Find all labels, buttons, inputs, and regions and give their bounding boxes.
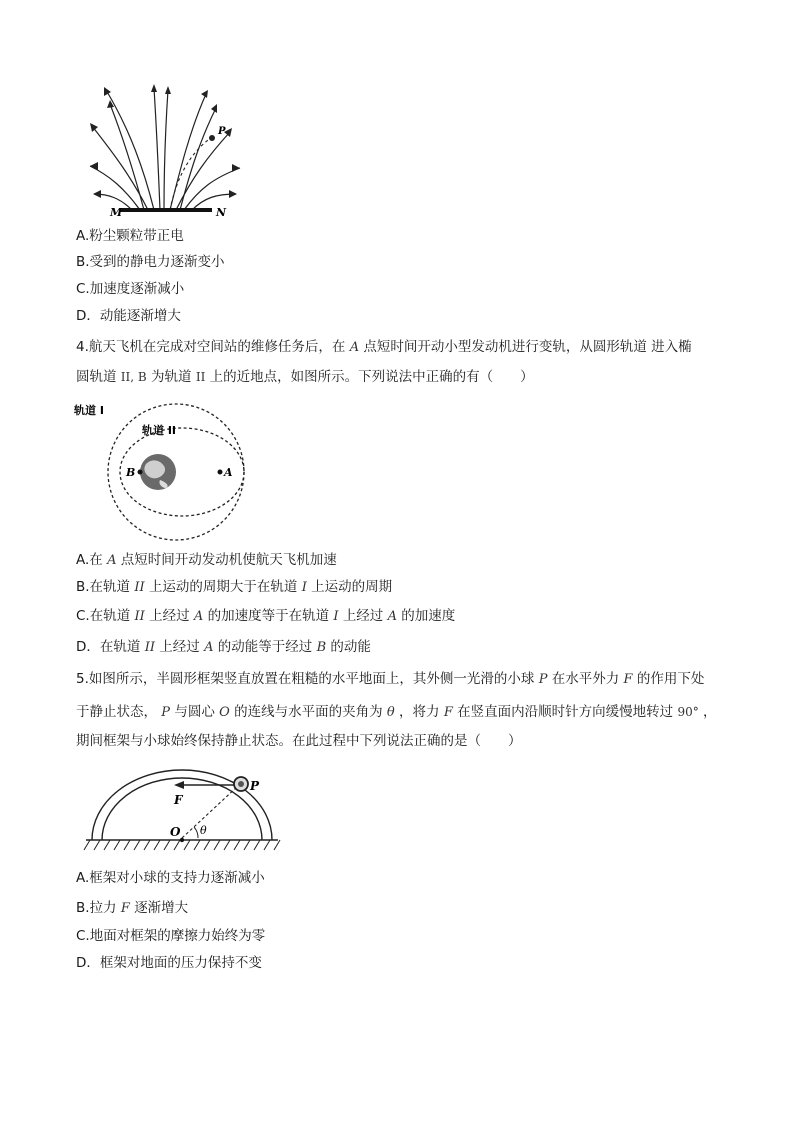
q4-stem-line2: 圆轨道 II, B 为轨道 II 上的近地点，如图所示。下列说法中正确的有（ ） (76, 369, 534, 385)
q4-option-d: D．在轨道 II 上经过 A 的动能等于经过 B 的动能 (76, 639, 371, 655)
q5-stem-line2: 于静止状态， P 与圆心 O 的连线与水平面的夹角为 θ ，将力 F 在竖直面内沿顺时针方向缓慢地转过 90° ， (76, 704, 717, 720)
q5-stem-line1: 5.如图所示，半圆形框架竖直放置在粗糙的水平地面上，其外侧一光滑的小球 P 在水平外力 F 的作用下处 (76, 671, 705, 687)
q4-option-c: C.在轨道 II 上经过 A 的加速度等于在轨道 I 上经过 A 的加速度 (76, 608, 456, 624)
q5-option-c: C.地面对框架的摩擦力始终为零 (76, 928, 266, 944)
label-m: M (110, 206, 123, 219)
center-o-label: O (170, 825, 181, 839)
frame-figure (82, 762, 282, 858)
label-p: P (218, 126, 226, 137)
label-n: N (216, 206, 227, 219)
point-a-label: A (224, 466, 233, 479)
orbit-2-label: 轨道 II (142, 424, 177, 437)
var-a: A (349, 340, 360, 355)
q3-option-a: A.粉尘颗粒带正电 (76, 228, 184, 244)
orbit-figure (74, 400, 260, 542)
point-b-label: B (126, 466, 136, 479)
q5-option-d: D．框架对地面的压力保持不变 (76, 955, 262, 971)
q5-option-b: B.拉力 F 逐渐增大 (76, 900, 189, 916)
theta-label: θ (200, 824, 207, 837)
field-lines-figure (80, 60, 260, 220)
q4-option-a: A.在 A 点短时间开动发动机使航天飞机加速 (76, 552, 337, 568)
q3-option-d: D．动能逐渐增大 (76, 308, 181, 324)
q5-option-a: A.框架对小球的支持力逐渐减小 (76, 870, 265, 886)
q4-option-b: B.在轨道 II 上运动的周期大于在轨道 I 上运动的周期 (76, 579, 393, 595)
ball-p-label: P (250, 779, 260, 793)
force-f-label: F (174, 793, 183, 807)
q3-option-c: C.加速度逐渐减小 (76, 281, 185, 297)
q5-stem-line3: 期间框架与小球始终保持静止状态。在此过程中下列说法正确的是（ ） (76, 733, 522, 749)
orbit-1-label: 轨道 I (74, 404, 104, 417)
q4-stem-line1: 4.航天飞机在完成对空间站的维修任务后，在 A 点短时间开动小型发动机进行变轨，从圆形轨道 进入椭 (76, 339, 692, 355)
q3-option-b: B.受到的静电力逐渐变小 (76, 254, 225, 270)
